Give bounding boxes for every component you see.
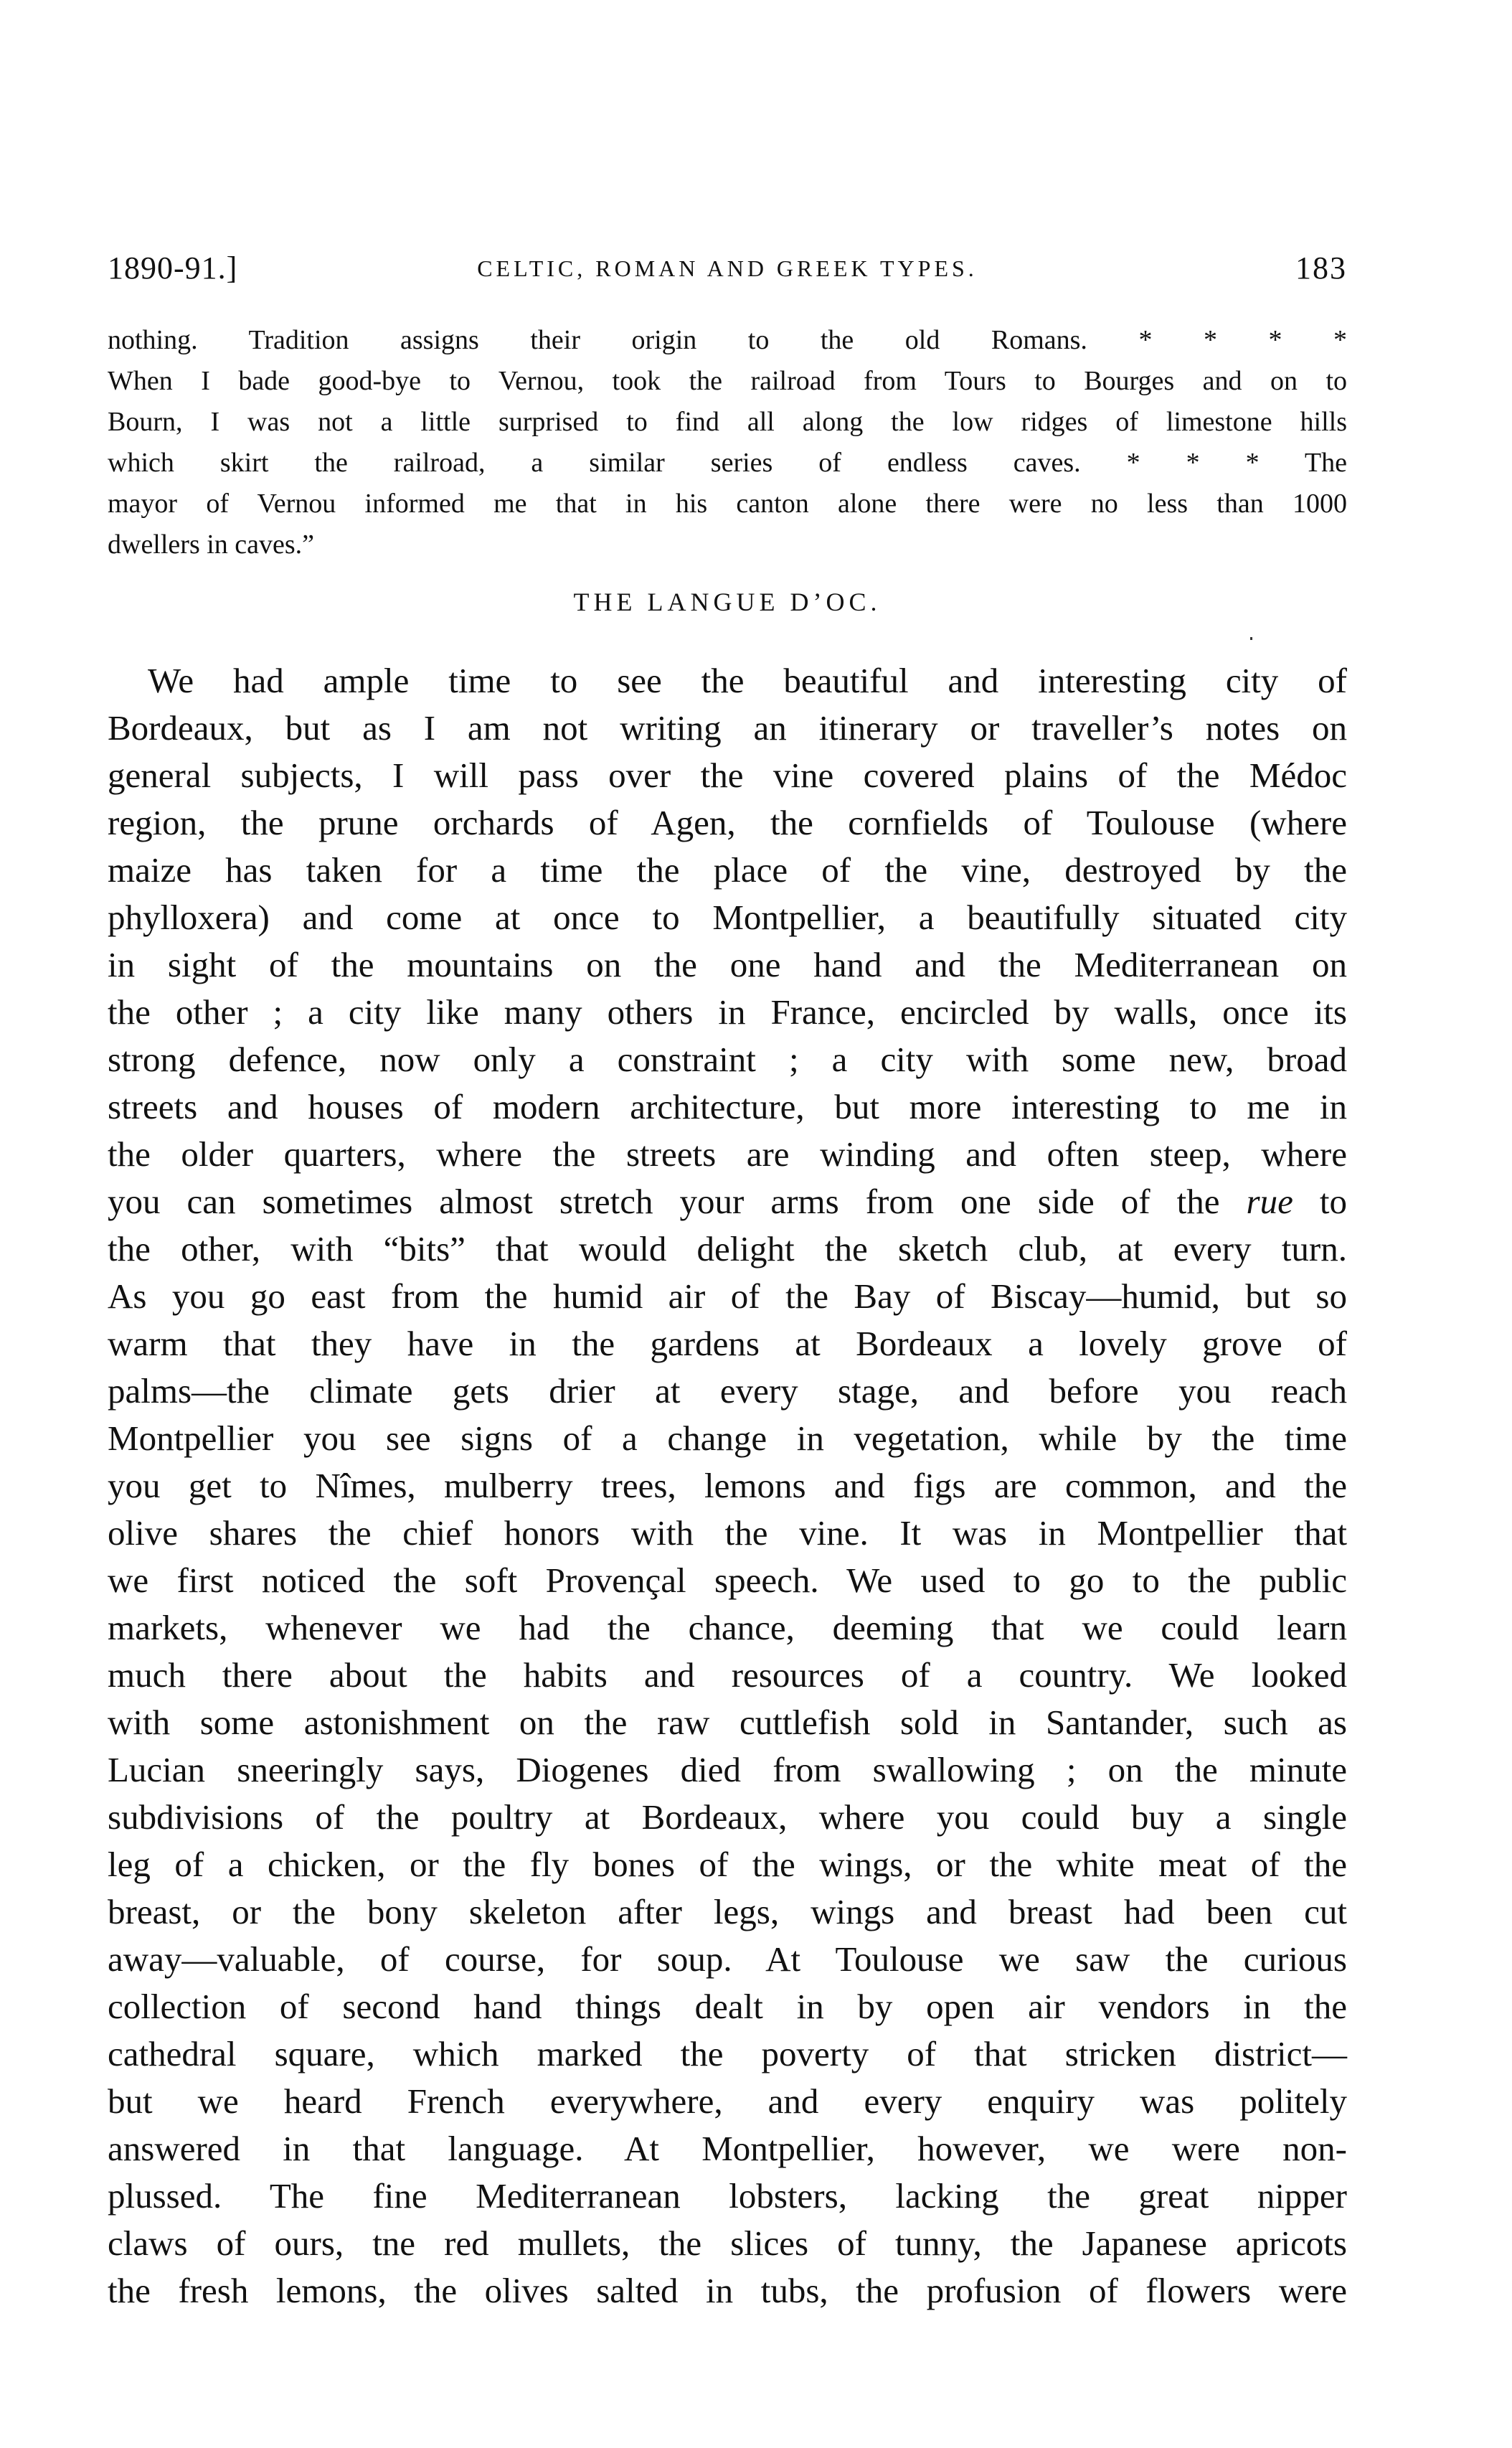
- italic-word: rue: [1246, 1182, 1293, 1221]
- body-line: olive shares the chief honors with the vine. It was in Montpellier that: [108, 1513, 1347, 1553]
- body-line: but we heard French everywhere, and every enquiry was politely: [108, 2081, 1347, 2121]
- body-line: phylloxera) and come at once to Montpellier, a beautifully situated city: [108, 898, 1347, 937]
- print-speck: [1250, 637, 1252, 640]
- body-line: Lucian sneeringly says, Diogenes died from swallowing ; on the minute: [108, 1750, 1347, 1789]
- quote-line: nothing. Tradition assigns their origin to the old Romans. * * * *: [108, 325, 1347, 355]
- body-line: in sight of the mountains on the one hand and the Mediterranean on: [108, 945, 1347, 984]
- body-line-with-italic: [108, 1178, 1347, 1225]
- body-line-tail: to: [1319, 1182, 1348, 1221]
- body-line: region, the prune orchards of Agen, the cornfields of Toulouse (where: [108, 803, 1347, 842]
- body-line: Montpellier you see signs of a change in vegetation, while by the time: [108, 1418, 1347, 1458]
- body-line: breast, or the bony skeleton after legs, wings and breast had been cut: [108, 1892, 1347, 1931]
- body-line: leg of a chicken, or the fly bones of the wings, or the white meat of the: [108, 1845, 1347, 1884]
- body-line-text: you can sometimes almost stretch your arms from one side of the: [108, 1182, 1220, 1221]
- body-line: the fresh lemons, the olives salted in tubs, the profusion of flowers were: [108, 2271, 1347, 2310]
- body-line: you get to Nîmes, mulberry trees, lemons and figs are common, and the: [108, 1466, 1347, 1505]
- running-head-date: 1890-91.]: [108, 250, 238, 286]
- body-line: strong defence, now only a constraint ; a city with some new, broad: [108, 1040, 1347, 1079]
- body-line: plussed. The fine Mediterranean lobsters, lacking the great nipper: [108, 2176, 1347, 2216]
- body-paragraph: [108, 657, 1347, 2315]
- quote-line: dwellers in caves.”: [108, 529, 315, 560]
- body-line: Bordeaux, but as I am not writing an itinerary or traveller’s notes on: [108, 708, 1347, 748]
- body-line: with some astonishment on the raw cuttlefish sold in Santander, such as: [108, 1703, 1347, 1742]
- body-line: away—valuable, of course, for soup. At Toulouse we saw the curious: [108, 1939, 1347, 1979]
- body-line: warm that they have in the gardens at Bordeaux a lovely grove of: [108, 1324, 1347, 1363]
- body-line: cathedral square, which marked the poverty of that stricken district—: [108, 2034, 1347, 2073]
- body-line: the other, with “bits” that would delight the sketch club, at every turn.: [108, 1229, 1347, 1268]
- section-heading: THE LANGUE D’OC.: [573, 588, 882, 616]
- body-line: markets, whenever we had the chance, deeming that we could learn: [108, 1608, 1347, 1647]
- body-line: collection of second hand things dealt in by open air vendors in the: [108, 1987, 1347, 2026]
- body-line: subdivisions of the poultry at Bordeaux, where you could buy a single: [108, 1797, 1347, 1837]
- quote-line: mayor of Vernou informed me that in his canton alone there were no less than 1000: [108, 489, 1347, 519]
- body-line: the older quarters, where the streets are winding and often steep, where: [108, 1134, 1347, 1174]
- quote-line: Bourn, I was not a little surprised to find all along the low ridges of limestone hills: [108, 407, 1347, 437]
- body-line: the other ; a city like many others in France, encircled by walls, once its: [108, 992, 1347, 1032]
- body-line: We had ample time to see the beautiful and interesting city of: [148, 661, 1347, 700]
- page-number: 183: [1295, 250, 1347, 286]
- quoted-passage: [108, 320, 1347, 565]
- quote-line: which skirt the railroad, a similar series of endless caves. * * * The: [108, 448, 1347, 478]
- body-line: general subjects, I will pass over the vine covered plains of the Médoc: [108, 755, 1347, 795]
- body-line: much there about the habits and resources of a country. We looked: [108, 1655, 1347, 1695]
- running-head-title: CELTIC, ROMAN AND GREEK TYPES.: [477, 255, 978, 281]
- body-line: claws of ours, tne red mullets, the slices of tunny, the Japanese apricots: [108, 2223, 1347, 2263]
- body-line: palms—the climate gets drier at every stage, and before you reach: [108, 1371, 1347, 1411]
- running-head: [108, 248, 1347, 288]
- body-line: answered in that language. At Montpellier, however, we were non-: [108, 2129, 1347, 2168]
- body-line: streets and houses of modern architecture, but more interesting to me in: [108, 1087, 1347, 1126]
- quote-line: When I bade good-bye to Vernou, took the railroad from Tours to Bourges and on to: [108, 366, 1347, 396]
- body-line: we first noticed the soft Provençal speech. We used to go to the public: [108, 1560, 1347, 1600]
- body-line: As you go east from the humid air of the Bay of Biscay—humid, but so: [108, 1276, 1347, 1316]
- body-line: maize has taken for a time the place of the vine, destroyed by the: [108, 850, 1347, 890]
